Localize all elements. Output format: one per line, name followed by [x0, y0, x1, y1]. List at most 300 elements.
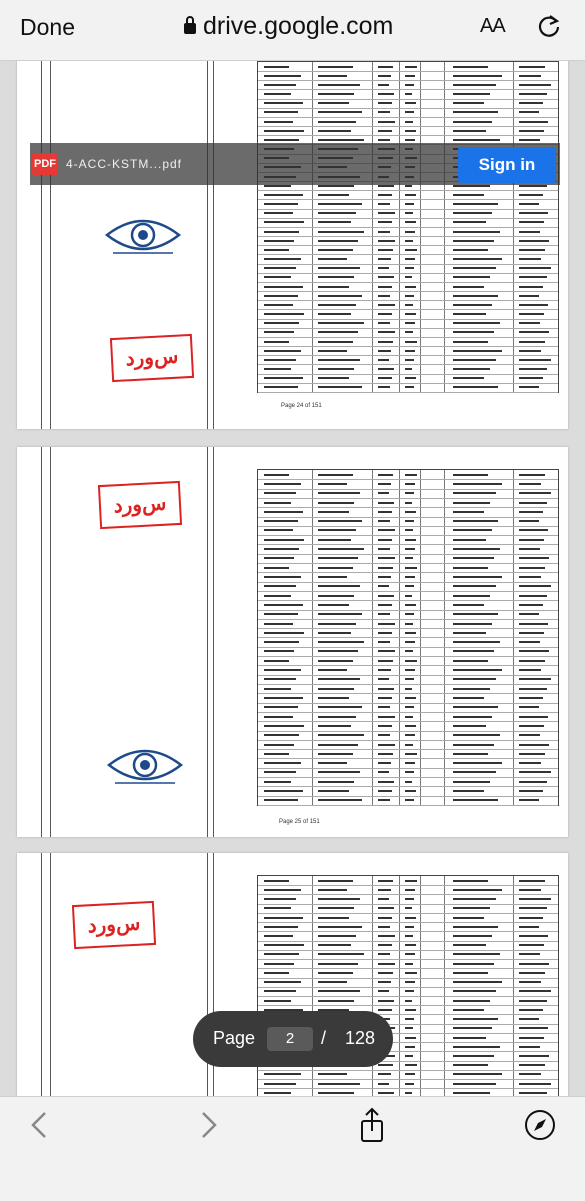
table-cell: [453, 678, 496, 680]
page-number-input[interactable]: 2: [267, 1027, 313, 1051]
table-cell: [453, 231, 500, 233]
table-cell: [318, 331, 358, 333]
table-cell: [378, 688, 394, 690]
table-cell: [318, 650, 358, 652]
table-cell: [318, 304, 356, 306]
table-cell: [318, 350, 347, 352]
table-cell: [264, 669, 301, 671]
table-cell: [378, 520, 390, 522]
table-cell: [378, 585, 389, 587]
table-cell: [378, 790, 392, 792]
table-cell: [519, 304, 548, 306]
table-cell: [519, 641, 540, 643]
table-cell: [519, 341, 545, 343]
table-cell: [264, 762, 301, 764]
table-cell: [405, 231, 415, 233]
table-cell: [453, 697, 484, 699]
table-cell: [378, 623, 395, 625]
table-cell: [264, 944, 304, 946]
table-cell: [378, 511, 392, 513]
table-cell: [405, 880, 417, 882]
table-cell: [378, 66, 393, 68]
table-cell: [405, 1027, 413, 1029]
table-cell: [453, 604, 484, 606]
table-cell: [264, 331, 294, 333]
table-cell: [519, 753, 545, 755]
done-button[interactable]: Done: [20, 14, 75, 40]
margin-line: [50, 447, 51, 837]
table-cell: [318, 520, 362, 522]
table-cell: [378, 258, 391, 260]
table-cell: [264, 972, 289, 974]
table-cell: [453, 203, 498, 205]
table-cell: [264, 102, 303, 104]
table-cell: [318, 669, 347, 671]
table-cell: [405, 359, 414, 361]
red-stamp: سﻭﺭﺩ: [110, 334, 194, 382]
table-cell: [453, 1000, 490, 1002]
table-cell: [378, 286, 392, 288]
table-cell: [453, 650, 494, 652]
table-cell: [378, 359, 389, 361]
table-cell: [519, 799, 539, 801]
table-cell: [264, 483, 301, 485]
table-cell: [378, 111, 390, 113]
table-cell: [318, 322, 364, 324]
sign-in-button[interactable]: Sign in: [458, 147, 556, 183]
table-cell: [378, 632, 392, 634]
table-cell: [318, 511, 349, 513]
table-cell: [405, 249, 417, 251]
table-cell: [318, 898, 360, 900]
table-cell: [405, 1055, 413, 1057]
page-counter: [193, 1011, 393, 1067]
table-cell: [519, 567, 545, 569]
table-cell: [405, 650, 413, 652]
table-cell: [378, 1083, 389, 1085]
table-cell: [318, 121, 356, 123]
table-cell: [378, 771, 389, 773]
table-cell: [405, 734, 415, 736]
table-cell: [378, 539, 392, 541]
chevron-right-icon[interactable]: [188, 1105, 228, 1145]
table-cell: [378, 799, 390, 801]
table-cell: [378, 492, 389, 494]
table-cell: [519, 313, 544, 315]
table-cell: [519, 483, 541, 485]
page-label: Page: [213, 1028, 256, 1048]
table-cell: [519, 963, 549, 965]
file-name: 4-ACC-KSTM...pdf: [66, 157, 183, 171]
table-cell: [378, 880, 393, 882]
table-cell: [453, 93, 490, 95]
table-cell: [318, 75, 347, 77]
table-cell: [378, 231, 390, 233]
table-cell: [378, 953, 390, 955]
table-cell: [519, 194, 543, 196]
table-cell: [405, 771, 414, 773]
table-cell: [318, 632, 351, 634]
table-cell: [318, 567, 353, 569]
table-cell: [453, 944, 486, 946]
table-cell: [519, 377, 543, 379]
table-cell: [318, 286, 349, 288]
table-cell: [378, 130, 392, 132]
table-cell: [318, 313, 351, 315]
table-cell: [519, 771, 551, 773]
table-cell: [318, 880, 353, 882]
table-cell: [264, 249, 289, 251]
table-cell: [519, 880, 545, 882]
table-cell: [318, 492, 360, 494]
table-cell: [453, 331, 494, 333]
table-cell: [318, 744, 358, 746]
table-cell: [519, 221, 544, 223]
table-cell: [264, 313, 304, 315]
margin-line: [41, 61, 42, 429]
table-cell: [453, 84, 496, 86]
table-cell: [264, 595, 291, 597]
text-size-button[interactable]: AA: [480, 15, 505, 37]
table-cell: [405, 706, 414, 708]
table-cell: [453, 474, 488, 476]
table-cell: [264, 907, 291, 909]
table-cell: [453, 249, 488, 251]
table-cell: [318, 474, 353, 476]
table-cell: [378, 716, 395, 718]
table-cell: [405, 688, 412, 690]
table-cell: [378, 502, 394, 504]
table-cell: [453, 880, 488, 882]
table-cell: [453, 221, 486, 223]
table-cell: [519, 267, 551, 269]
table-cell: [378, 917, 392, 919]
table-cell: [405, 917, 416, 919]
table-cell: [264, 529, 293, 531]
table-cell: [318, 502, 354, 504]
table-cell: [318, 604, 349, 606]
table-cell: [318, 203, 362, 205]
table-cell: [405, 286, 416, 288]
table-cell: [453, 990, 496, 992]
reload-icon[interactable]: [536, 13, 562, 39]
document-page: [17, 447, 568, 837]
table-cell: [405, 539, 416, 541]
table-cell: [405, 502, 412, 504]
table-cell: [378, 660, 393, 662]
table-cell: [519, 286, 543, 288]
table-cell: [405, 981, 415, 983]
table-cell: [378, 350, 391, 352]
table-cell: [405, 258, 415, 260]
table-cell: [453, 632, 486, 634]
table-cell: [318, 267, 360, 269]
table-cell: [405, 1000, 412, 1002]
table-cell: [453, 953, 500, 955]
table-cell: [453, 511, 484, 513]
table-cell: [318, 212, 356, 214]
table-cell: [318, 688, 354, 690]
table-cell: [453, 762, 502, 764]
table-cell: [264, 258, 301, 260]
table-cell: [405, 84, 414, 86]
table-cell: [519, 917, 543, 919]
table-cell: [378, 613, 390, 615]
table-cell: [264, 706, 298, 708]
table-cell: [453, 557, 494, 559]
table-cell: [519, 368, 547, 370]
table-cell: [378, 102, 392, 104]
table-cell: [318, 483, 347, 485]
table-cell: [405, 669, 415, 671]
table-cell: [378, 377, 392, 379]
table-cell: [318, 295, 362, 297]
table-cell: [405, 139, 415, 141]
table-cell: [318, 194, 349, 196]
table-cell: [453, 139, 500, 141]
table-cell: [519, 84, 551, 86]
table-cell: [318, 341, 353, 343]
table-cell: [453, 688, 490, 690]
table-cell: [378, 1073, 391, 1075]
table-cell: [453, 502, 490, 504]
table-cell: [519, 632, 544, 634]
table-cell: [519, 529, 548, 531]
column-divider: [207, 447, 208, 837]
table-cell: [453, 386, 498, 388]
table-cell: [264, 295, 298, 297]
table-cell: [405, 781, 412, 783]
table-cell: [264, 194, 303, 196]
margin-line: [50, 853, 51, 1096]
table-cell: [453, 641, 500, 643]
table-cell: [453, 130, 486, 132]
table-cell: [519, 762, 541, 764]
page-total: 128: [345, 1028, 376, 1048]
table-cell: [519, 474, 545, 476]
table-cell: [318, 678, 360, 680]
margin-line: [41, 853, 42, 1096]
table-cell: [318, 762, 347, 764]
table-cell: [378, 368, 394, 370]
table-cell: [519, 139, 540, 141]
table-cell: [318, 249, 353, 251]
table-cell: [318, 725, 351, 727]
table-cell: [405, 529, 413, 531]
table-cell: [318, 595, 354, 597]
table-cell: [519, 295, 539, 297]
table-cell: [519, 322, 540, 324]
table-cell: [378, 386, 390, 388]
table-cell: [405, 753, 417, 755]
table-cell: [453, 322, 500, 324]
table-cell: [378, 898, 389, 900]
table-cell: [405, 331, 413, 333]
table-cell: [519, 688, 547, 690]
table-cell: [378, 212, 395, 214]
table-cell: [264, 889, 301, 891]
table-cell: [378, 1064, 393, 1066]
table-cell: [405, 1009, 416, 1011]
table-cell: [453, 185, 490, 187]
table-cell: [318, 734, 364, 736]
table-cell: [378, 529, 395, 531]
table-cell: [264, 93, 291, 95]
table-cell: [318, 276, 354, 278]
table-cell: [318, 972, 353, 974]
table-cell: [264, 377, 303, 379]
table-cell: [318, 111, 362, 113]
table-cell: [378, 650, 395, 652]
table-cell: [519, 203, 539, 205]
table-cell: [405, 483, 415, 485]
table-cell: [264, 623, 293, 625]
table-cell: [453, 121, 492, 123]
table-cell: [318, 130, 351, 132]
table-cell: [519, 539, 544, 541]
table-cell: [264, 130, 304, 132]
table-cell: [519, 350, 541, 352]
table-cell: [453, 267, 496, 269]
table-cell: [405, 972, 417, 974]
table-cell: [405, 744, 413, 746]
table-cell: [378, 331, 395, 333]
table-cell: [453, 341, 488, 343]
table-cell: [405, 322, 415, 324]
table-cell: [519, 706, 539, 708]
table-cell: [264, 734, 299, 736]
table-cell: [453, 706, 498, 708]
browser-bottom-bar: [0, 1096, 585, 1201]
table-cell: [318, 585, 360, 587]
table-cell: [405, 368, 412, 370]
url-field[interactable]: drive.google.com: [203, 12, 394, 40]
table-cell: [378, 907, 394, 909]
table-cell: [318, 359, 360, 361]
data-table: [257, 469, 559, 806]
chevron-left-icon[interactable]: [20, 1105, 60, 1145]
table-cell: [405, 762, 415, 764]
table-cell: [405, 75, 415, 77]
table-cell: [405, 474, 417, 476]
share-icon[interactable]: [352, 1105, 392, 1145]
table-cell: [264, 744, 294, 746]
table-cell: [519, 1046, 540, 1048]
table-cell: [318, 386, 362, 388]
table-cell: [405, 102, 416, 104]
table-cell: [264, 781, 291, 783]
table-cell: [519, 790, 543, 792]
table-cell: [519, 1073, 541, 1075]
table-cell: [519, 1018, 539, 1020]
table-cell: [378, 604, 392, 606]
table-cell: [519, 548, 540, 550]
table-cell: [453, 981, 502, 983]
table-cell: [405, 276, 412, 278]
table-cell: [264, 75, 301, 77]
table-cell: [378, 304, 395, 306]
table-cell: [264, 66, 289, 68]
table-cell: [453, 368, 490, 370]
table-cell: [519, 557, 549, 559]
table-cell: [264, 990, 296, 992]
table-cell: [318, 1000, 354, 1002]
table-cell: [453, 276, 490, 278]
table-cell: [405, 953, 415, 955]
table-cell: [519, 576, 541, 578]
table-cell: [453, 212, 492, 214]
table-cell: [453, 194, 484, 196]
table-cell: [318, 539, 351, 541]
table-cell: [519, 1064, 545, 1066]
table-cell: [405, 557, 413, 559]
table-cell: [264, 139, 299, 141]
table-cell: [405, 111, 414, 113]
table-cell: [519, 595, 547, 597]
table-cell: [453, 585, 496, 587]
page-separator: /: [321, 1028, 327, 1048]
table-cell: [453, 660, 488, 662]
table-cell: [378, 595, 394, 597]
table-cell: [264, 567, 289, 569]
red-stamp: سﻭﺭﺩ: [98, 481, 182, 529]
table-cell: [519, 231, 540, 233]
table-cell: [264, 660, 289, 662]
table-cell: [453, 771, 496, 773]
table-cell: [405, 492, 414, 494]
table-cell: [519, 258, 541, 260]
data-table: [257, 61, 559, 393]
table-cell: [453, 595, 490, 597]
table-cell: [264, 502, 291, 504]
table-cell: [378, 93, 394, 95]
table-cell: [453, 102, 484, 104]
table-cell: [405, 185, 412, 187]
table-cell: [318, 221, 351, 223]
table-cell: [378, 194, 392, 196]
table-cell: [405, 511, 416, 513]
table-cell: [378, 678, 389, 680]
table-cell: [519, 898, 551, 900]
table-cell: [318, 753, 353, 755]
table-cell: [318, 641, 364, 643]
table-cell: [378, 567, 393, 569]
table-cell: [405, 926, 414, 928]
table-cell: [264, 322, 299, 324]
table-cell: [264, 548, 299, 550]
table-cell: [378, 576, 391, 578]
table-cell: [405, 790, 416, 792]
table-cell: [405, 907, 412, 909]
table-cell: [453, 492, 496, 494]
table-cell: [453, 613, 498, 615]
table-cell: [405, 350, 415, 352]
table-cell: [453, 359, 496, 361]
table-cell: [264, 84, 296, 86]
table-cell: [264, 304, 293, 306]
table-row: [258, 1088, 558, 1096]
table-cell: [519, 678, 551, 680]
table-cell: [519, 386, 539, 388]
table-cell: [519, 66, 545, 68]
table-cell: [405, 963, 413, 965]
lock-icon: [183, 15, 197, 35]
page-footer: Page 25 of 151: [279, 819, 320, 825]
pdf-viewer[interactable]: [0, 61, 585, 1096]
table-cell: [519, 1000, 547, 1002]
table-cell: [264, 799, 298, 801]
compass-icon[interactable]: [520, 1105, 560, 1145]
